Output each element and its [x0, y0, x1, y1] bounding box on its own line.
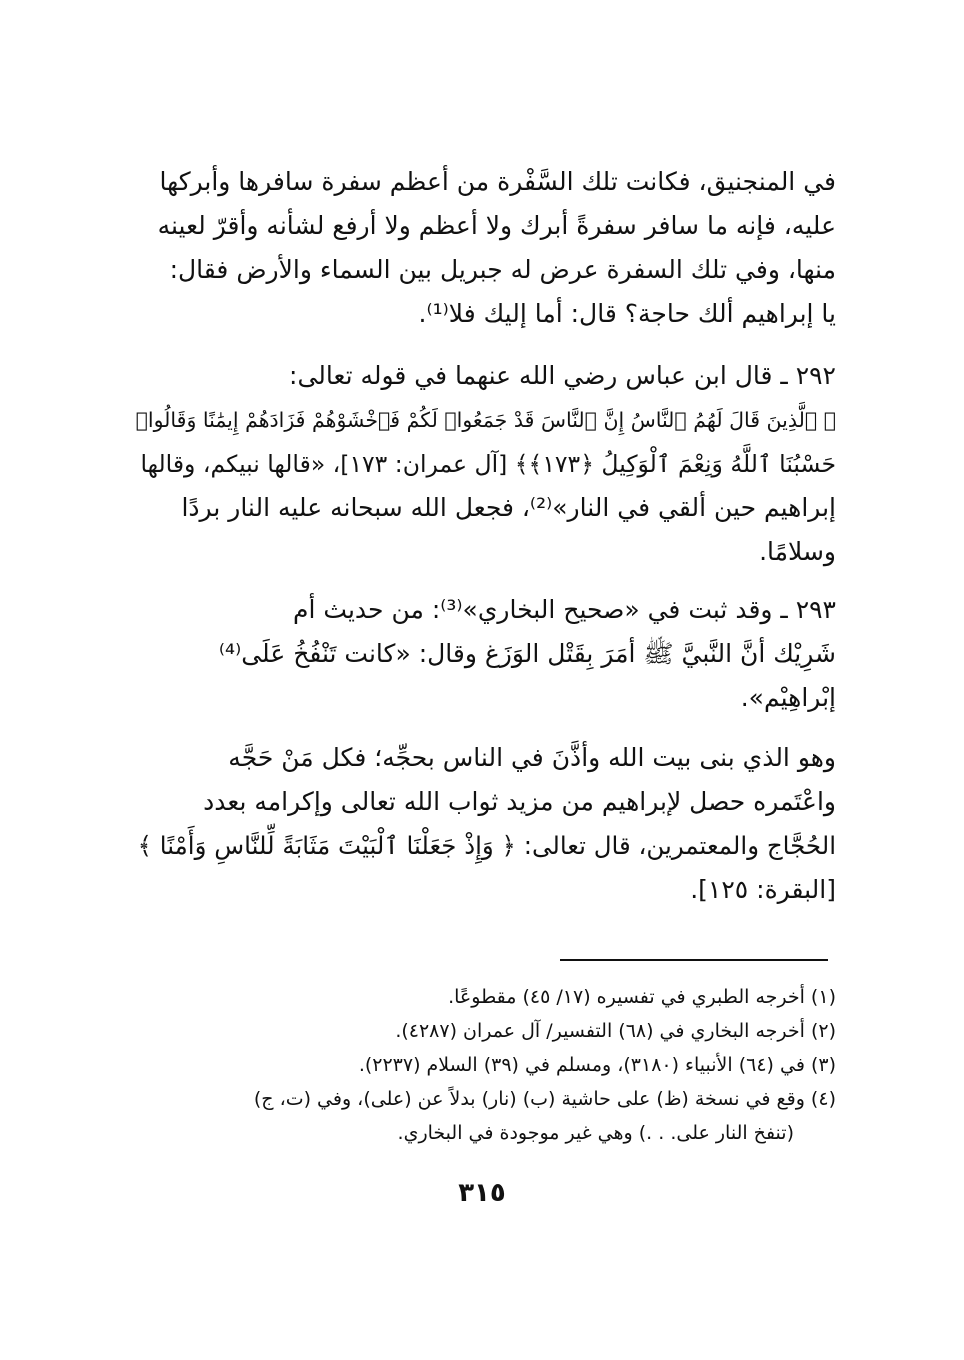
text-line: شَرِيْك أنَّ النَّبيَّ ﷺ أمَرَ بِقَتْل الوَزَغ وقال: «كانت تَنْفُخُ عَلَى⁽⁴⁾	[218, 639, 836, 668]
text-line: ٢٩٢ ـ قال ابن عباس رضي الله عنهما في قوله تعالى:	[289, 361, 836, 390]
text-line: في المنجنيق، فكانت تلك السَّفْرة من أعظم سفرة سافرها وأبركها	[159, 167, 836, 196]
footnote-3: (٣) في (٦٤) الأنبياء (٣١٨٠)، ومسلم في (٣٩) السلام (٢٢٣٧).	[358, 1054, 836, 1076]
text-line: واعْتَمره حصل لإبراهيم من مزيد ثواب الله تعالى وإكرامه بعدد	[203, 787, 836, 816]
text-line: إبْراهِيْم».	[740, 683, 836, 712]
page-number: ٣١٥	[458, 1178, 506, 1208]
footnote-separator	[560, 959, 828, 961]
text-line: وهو الذي بنى بيت الله وأذَّنَ في الناس بحجِّه؛ فكل مَنْ حَجَّه	[228, 743, 836, 772]
footnote-2: (٢) أخرجه البخاري في (٦٨) التفسير/ آل عمران (٤٢٨٧).	[395, 1020, 836, 1042]
text-line: وسلامًا.	[759, 537, 836, 566]
footnote-4-continuation: (تنفخ النار على. . .) وهي غير موجودة في البخاري.	[397, 1122, 794, 1144]
paragraph-293	[130, 588, 836, 720]
text-line: إبراهيم حين ألقي في النار»⁽²⁾، فجعل الله سبحانه عليه النار بردًا	[181, 493, 836, 522]
quran-verse-line: ﴿ ٱلَّذِينَ قَالَ لَهُمُ ٱلنَّاسُ إِنَّ ٱلنَّاسَ قَدْ جَمَعُوا۟ لَكُمْ فَٱخْشَوْهُمْ فَزَادَهُمْ إِيمَٰنًا وَقَالُوا۟	[135, 408, 836, 432]
paragraph-292	[130, 354, 836, 574]
footnotes	[130, 980, 836, 1150]
footnote-1: (١) أخرجه الطبري في تفسيره (١٧/ ٤٥) مقطوعًا.	[448, 986, 836, 1008]
footnote-4: (٤) وقع في نسخة (ظ) على حاشية (ب) (نار) بدلاً عن (على)، وفي (ت، ج)	[253, 1088, 836, 1110]
text-line: [البقرة: ١٢٥].	[690, 875, 836, 904]
text-line: منها، وفي تلك السفرة عرض له جبريل بين السماء والأرض فقال:	[169, 255, 836, 284]
text-line: ٢٩٣ ـ وقد ثبت في «صحيح البخاري»⁽³⁾: من حديث أم	[293, 595, 836, 624]
paragraph-4	[130, 736, 836, 912]
quran-verse-line: حَسْبُنَا ٱللَّهُ وَنِعْمَ ٱلْوَكِيلُ ﴿١٧٣﴾﴾ [آل عمران: ١٧٣]، «قالها نبيكم، وقالها	[140, 450, 836, 478]
text-line: يا إبراهيم ألك حاجة؟ قال: أما إليك فلا⁽¹⁾.	[418, 299, 836, 328]
quran-verse-line: الحُجَّاج والمعتمرين، قال تعالى: ﴿ وَإِذْ جَعَلْنَا ٱلْبَيْتَ مَثَابَةً لِّلنَّاسِ وَأَمْنًا ﴾	[137, 831, 836, 860]
paragraph-1	[130, 160, 836, 336]
text-line: عليه، فإنه ما سافر سفرةً أبرك ولا أعظم ولا أرفع لشأنه وأقرّ لعينه	[157, 211, 836, 240]
